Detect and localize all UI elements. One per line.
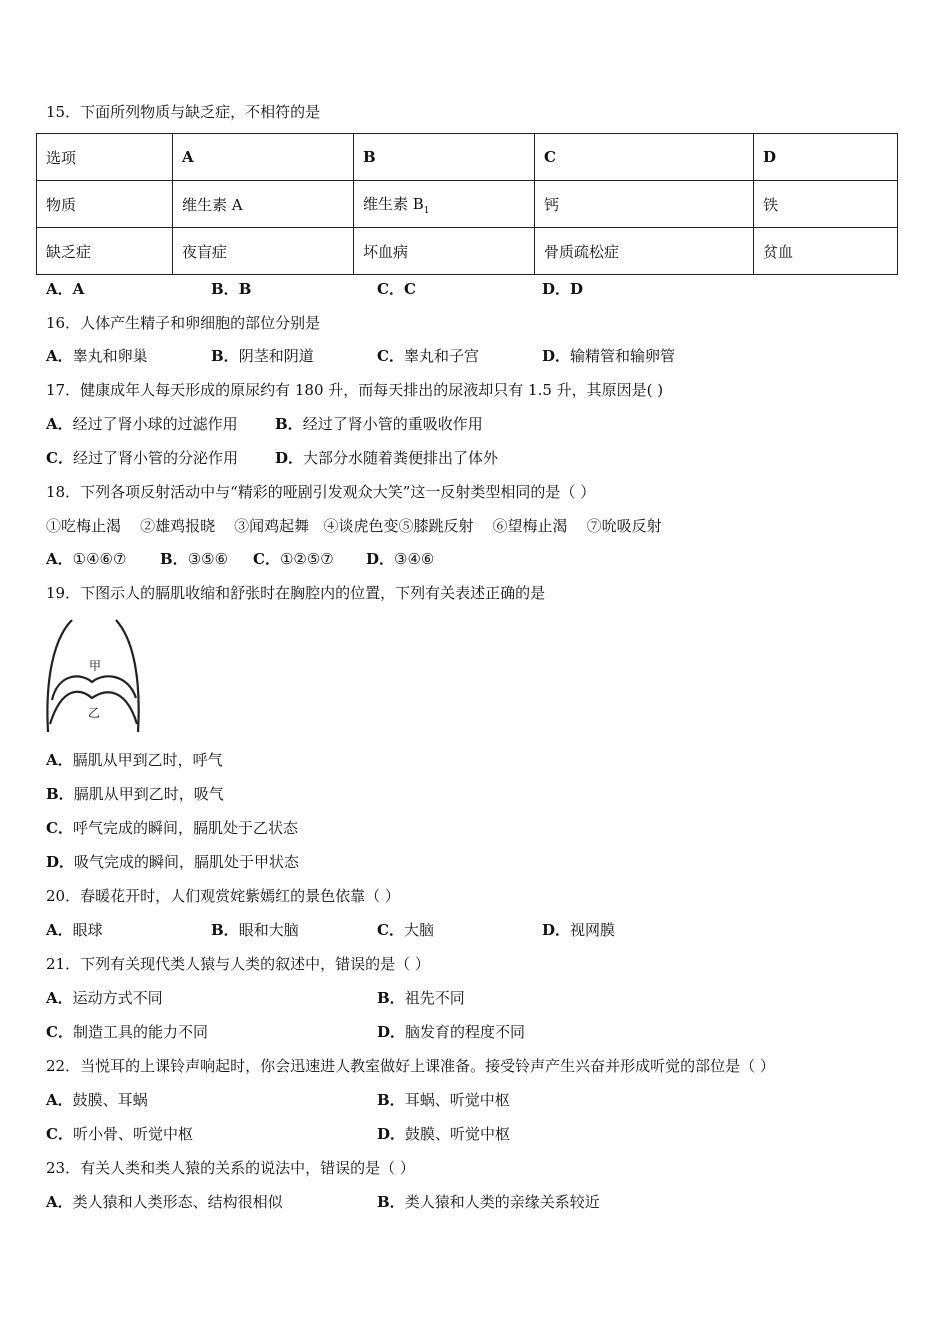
diaphragm-diagram bbox=[44, 618, 144, 736]
option-d: D．脑发育的程度不同 bbox=[377, 1023, 526, 1041]
table-cell: 钙 bbox=[535, 181, 754, 228]
option-b: B．眼和大脑 bbox=[211, 921, 299, 939]
table-cell: A bbox=[173, 134, 354, 181]
table-cell bbox=[354, 181, 535, 228]
question-18-stem: 18．下列各项反射活动中与“精彩的哑剧引发观众大笑”这一反射类型相同的是（ ） bbox=[46, 483, 596, 501]
question-19-stem: 19．下图示人的膈肌收缩和舒张时在胸腔内的位置，下列有关表述正确的是 bbox=[46, 584, 546, 602]
table-cell: 铁 bbox=[754, 181, 898, 228]
option-c: C．C bbox=[377, 280, 416, 298]
table-cell: 夜盲症 bbox=[173, 228, 354, 275]
option-d: D．D bbox=[542, 280, 584, 298]
question-15-table bbox=[36, 133, 898, 275]
option-d: D．鼓膜、听觉中枢 bbox=[377, 1125, 511, 1143]
option-c: C．①②⑤⑦ bbox=[253, 550, 334, 568]
question-21-stem: 21．下列有关现代类人猿与人类的叙述中，错误的是（ ） bbox=[46, 955, 430, 973]
question-18-items: ①吃梅止渴 ②雄鸡报晓 ③闻鸡起舞 ④谈虎色变⑤膝跳反射 ⑥望梅止渴 ⑦吮吸反射 bbox=[46, 517, 662, 535]
table-cell: 缺乏症 bbox=[37, 228, 173, 275]
option-a: A．睾丸和卵巢 bbox=[46, 347, 148, 365]
table-row bbox=[37, 181, 898, 228]
option-a: A．经过了肾小球的过滤作用 bbox=[46, 415, 238, 433]
option-d: D．视网膜 bbox=[542, 921, 616, 939]
option-b: B．膈肌从甲到乙时，吸气 bbox=[46, 785, 224, 803]
option-d: D．吸气完成的瞬间，膈肌处于甲状态 bbox=[46, 853, 300, 871]
option-d: D．③④⑥ bbox=[366, 550, 435, 568]
option-c: C．经过了肾小管的分泌作用 bbox=[46, 449, 238, 467]
question-23-stem: 23．有关人类和类人猿的关系的说法中，错误的是（ ） bbox=[46, 1159, 415, 1177]
table-cell: 选项 bbox=[37, 134, 173, 181]
option-a: A．类人猿和人类形态、结构很相似 bbox=[46, 1193, 283, 1211]
option-c: C．听小骨、听觉中枢 bbox=[46, 1125, 193, 1143]
question-20-stem: 20．春暖花开时，人们观赏姹紫嫣红的景色依靠（ ） bbox=[46, 887, 400, 905]
subscript: 1 bbox=[423, 205, 430, 216]
question-22-stem: 22．当悦耳的上课铃声响起时，你会迅速进人教室做好上课准备。接受铃声产生兴奋并形成听觉的部位是（ ） bbox=[46, 1057, 775, 1075]
table-cell: 维生素 A bbox=[173, 181, 354, 228]
table-cell: 物质 bbox=[37, 181, 173, 228]
label-jia: 甲 bbox=[89, 659, 102, 673]
table-cell: B bbox=[354, 134, 535, 181]
option-a: A．运动方式不同 bbox=[46, 989, 163, 1007]
option-c: C．制造工具的能力不同 bbox=[46, 1023, 208, 1041]
option-c: C．呼气完成的瞬间，膈肌处于乙状态 bbox=[46, 819, 298, 837]
question-15-stem: 15．下面所列物质与缺乏症，不相符的是 bbox=[46, 103, 321, 121]
option-b: B．阴茎和阴道 bbox=[211, 347, 314, 365]
table-cell: 坏血病 bbox=[354, 228, 535, 275]
option-a: A．①④⑥⑦ bbox=[46, 550, 127, 568]
option-c: C．大脑 bbox=[377, 921, 434, 939]
option-a: A．A bbox=[46, 280, 85, 298]
question-16-stem: 16．人体产生精子和卵细胞的部位分别是 bbox=[46, 314, 321, 332]
table-cell: D bbox=[754, 134, 898, 181]
option-b: B．经过了肾小管的重吸收作用 bbox=[275, 415, 483, 433]
option-a: A．膈肌从甲到乙时，呼气 bbox=[46, 751, 223, 769]
option-b: B．③⑤⑥ bbox=[160, 550, 229, 568]
option-d: D．大部分水随着粪便排出了体外 bbox=[275, 449, 499, 467]
option-d: D．输精管和输卵管 bbox=[542, 347, 676, 365]
table-cell: 骨质疏松症 bbox=[535, 228, 754, 275]
option-b: B．B bbox=[211, 280, 252, 298]
option-b: B．类人猿和人类的亲缘关系较近 bbox=[377, 1193, 600, 1211]
table-header-row bbox=[37, 134, 898, 181]
label-yi: 乙 bbox=[88, 706, 101, 720]
chest-wall-right bbox=[116, 620, 139, 732]
option-b: B．耳蜗、听觉中枢 bbox=[377, 1091, 510, 1109]
option-a: A．鼓膜、耳蜗 bbox=[46, 1091, 148, 1109]
table-row bbox=[37, 228, 898, 275]
question-17-stem: 17．健康成年人每天形成的原尿约有 180 升，而每天排出的尿液却只有 1.5 升，其原因是( ) bbox=[46, 381, 664, 399]
table-cell: C bbox=[535, 134, 754, 181]
chest-wall-left bbox=[47, 620, 72, 732]
option-b: B．祖先不同 bbox=[377, 989, 465, 1007]
table-cell: 贫血 bbox=[754, 228, 898, 275]
vitamin-b-text: 维生素 B bbox=[363, 194, 424, 213]
option-c: C．睾丸和子宫 bbox=[377, 347, 479, 365]
option-a: A．眼球 bbox=[46, 921, 103, 939]
